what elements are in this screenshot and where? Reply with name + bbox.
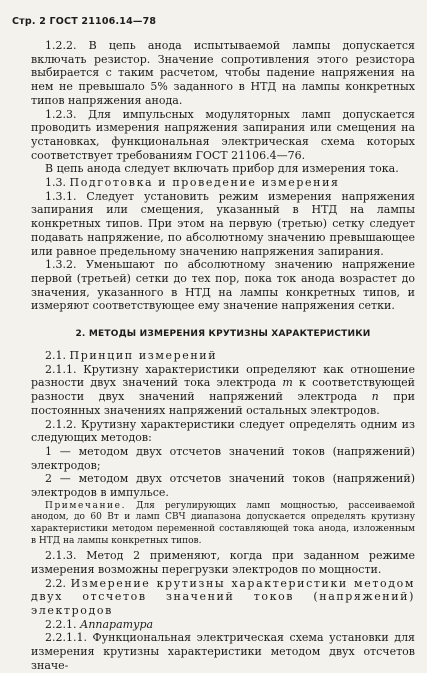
heading-2-1-number: 2.1. — [45, 349, 70, 363]
heading-2-2-title: Измерение крутизны характеристики методом двух отсчетов значений токов (напряжений) электродов — [31, 576, 415, 617]
running-head: Стр. 2 ГОСТ 21106.14—78 — [12, 16, 157, 27]
paragraph-2-1-3: 2.1.3. Метод 2 применяют, когда при заданном режиме измерения возможны перегрузки электродов по мощности. — [31, 549, 415, 576]
paragraph-2-1-1 — [31, 363, 415, 418]
paragraph-2-1-1-part-a: 2.1.1. Крутизну характеристики определяют как отношение разности двух значений тока электрода — [31, 362, 415, 390]
paragraph-2-1-2: 2.1.2. Крутизну характеристики следует определять одним из следующих методов: — [31, 417, 415, 445]
heading-2-2-1 — [31, 618, 415, 632]
paragraph-1-3-1: 1.3.1. Следует установить режим измерения напряжения запирания или смещения, указанный в НТД на лампы конкретных типов. При этом на первую (третью) сетку следует подавать напряжение, по абсолютному значению превышающее или равное предельному значению напряжения запирания. — [31, 189, 415, 258]
section-2-title: 2. МЕТОДЫ ИЗМЕРЕНИЯ КРУТИЗНЫ ХАРАКТЕРИСТИКИ — [75, 329, 371, 340]
heading-2-2-number: 2.2. — [45, 576, 71, 590]
electrode-n: n — [371, 390, 379, 404]
heading-2-1 — [31, 349, 415, 363]
page-content — [31, 39, 415, 673]
heading-2-1-title: Принцип измерений — [69, 349, 218, 363]
electrode-m: m — [282, 376, 293, 390]
paragraph-anode-meter: В цепь анода следует включать прибор для измерения тока. — [45, 162, 399, 176]
heading-2-2 — [31, 577, 415, 618]
method-2: 2 — методом двух отсчетов значений токов (напряжений) электродов в импульсе. — [31, 472, 415, 500]
paragraph-2-1-1-part-c: при постоянных значениях напряжений остальных электродов. — [31, 390, 415, 417]
paragraph-2-1-1-part-b: к соответствующей разности двух значений напряжений электрода — [31, 376, 415, 404]
note-text: Для регулирующих ламп мощностью, рассеиваемой анодом, до 60 Вт и ламп СВЧ диапазона допускается определять крутизну характеристики методом переменной составляющей тока анода, изложенным в НТД на лампы конкретных типов. — [31, 500, 415, 546]
heading-1-3-title: Подготовка и проведение измерения — [69, 176, 340, 190]
paragraph-2-2-1-1: 2.2.1.1. Функциональная электрическая схема установки для измерения крутизны характеристики методом двух отсчетов значе- — [31, 631, 415, 672]
paragraph-1-2-2: 1.2.2. В цепь анода испытываемой лампы допускается включать резистор. Значение сопротивления этого резистора выбирается с таким расчетом, чтобы падение напряжения на нем не превышало 5% заданного в НТД на лампы конкретных типов напряжения анода. — [31, 39, 415, 107]
method-1: 1 — методом двух отсчетов значений токов (напряжений) электродов; — [31, 444, 415, 472]
paragraph-1-2-3: 1.2.3. Для импульсных модуляторных ламп допускается проводить измерения напряжения запирания или смещения на установках, функциональная электрическая схема которых соответствует требованиям ГОСТ 21106.4—76. — [31, 107, 415, 162]
heading-1-3 — [31, 176, 415, 190]
note — [31, 501, 415, 547]
note-label: Примечание. — [45, 500, 127, 511]
heading-2-2-1-title: Аппаратура — [79, 617, 154, 631]
heading-2-2-1-number: 2.2.1. — [45, 617, 80, 631]
paragraph-1-3-2: 1.3.2. Уменьшают по абсолютному значению напряжение первой (третьей) сетки до тех пор, пока ток анода возрастет до значения, указанного в НТД на лампы конкретных типов, и измеряют соответствующее ему значение напряжения сетки. — [31, 258, 415, 313]
heading-1-3-number: 1.3. — [45, 176, 70, 190]
